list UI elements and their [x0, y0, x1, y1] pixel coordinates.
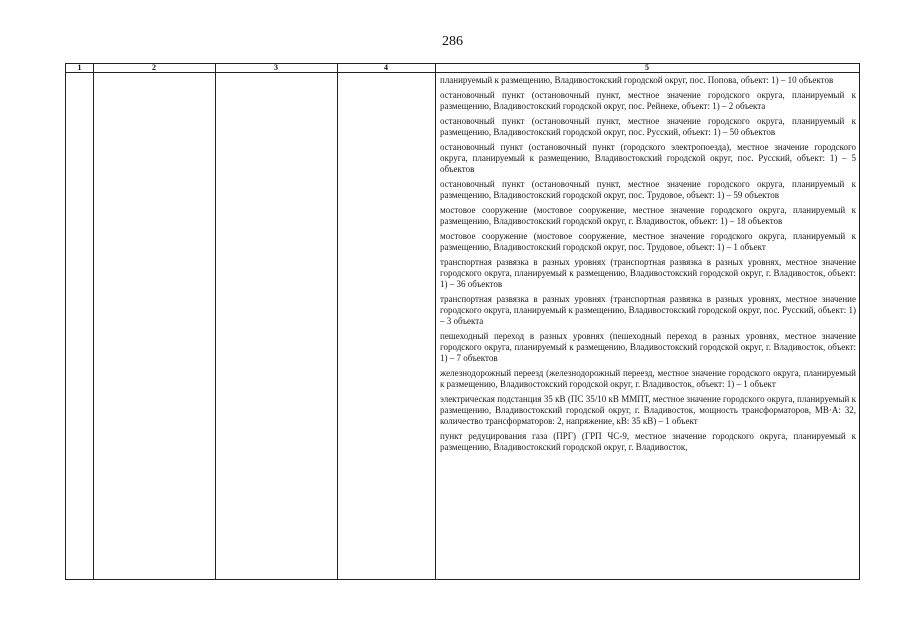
- table-entry: пешеходный переход в разных уровнях (пешеходный переход в разных уровнях, местное значение городского округа, планируемый к размещению, Владивостокский городской округ, г. Владивосток, объект: 1) – 7 объектов: [440, 331, 856, 363]
- column-divider: [93, 64, 94, 579]
- column-divider: [435, 64, 436, 579]
- column-divider: [337, 64, 338, 579]
- header-col-3: 3: [274, 63, 278, 72]
- table-entry: остановочный пункт (остановочный пункт (городского электропоезда), местное значение городского округа, планируемый к размещению, Владивостокский городской округ, пос. Русский, объект: 1) – 5 объектов: [440, 142, 856, 174]
- header-col-4: 4: [384, 63, 388, 72]
- column-5-content: [440, 75, 856, 453]
- table-entry: транспортная развязка в разных уровнях (транспортная развязка в разных уровнях, местное значение городского округа, планируемый к размещению, Владивостокский городской округ, г. Владивосток, объект: 1) – 36 объектов: [440, 257, 856, 289]
- table-entry: транспортная развязка в разных уровнях (транспортная развязка в разных уровнях, местное значение городского округа, планируемый к размещению, Владивостокский городской округ, пос. Русский, объект: 1) – 3 объекта: [440, 294, 856, 326]
- table-entry: планируемый к размещению, Владивостокский городской округ, пос. Попова, объект: 1) – 10 объектов: [440, 75, 834, 85]
- header-col-2: 2: [152, 63, 156, 72]
- table-entry: железнодорожный переезд (железнодорожный переезд, местное значение городского округа, планируемый к размещению, Владивостокский городской округ, г. Владивосток, объект: 1) – 1 объект: [440, 368, 856, 389]
- table-entry: остановочный пункт (остановочный пункт, местное значение городского округа, планируемый к размещению, Владивостокский городской округ, пос. Трудовое, объект: 1) – 59 объектов: [440, 179, 856, 200]
- column-divider: [215, 64, 216, 579]
- table-entry: остановочный пункт (остановочный пункт, местное значение городского округа, планируемый к размещению, Владивостокский городской округ, пос. Рейнеке, объект: 1) – 2 объекта: [440, 90, 856, 111]
- table-entry: остановочный пункт (остановочный пункт, местное значение городского округа, планируемый к размещению, Владивостокский городской округ, пос. Русский, объект: 1) – 50 объектов: [440, 116, 856, 137]
- table-entry: мостовое сооружение (мостовое сооружение, местное значение городского округа, планируемый к размещению, Владивостокский городской округ, пос. Трудовое, объект: 1) – 1 объект: [440, 231, 856, 252]
- table-header-row: [66, 64, 859, 73]
- document-table: [65, 63, 860, 580]
- header-col-5: 5: [645, 63, 649, 72]
- table-entry: пункт редуцирования газа (ПРГ) (ГРП ЧС-9, местное значение городского округа, планируемый к размещению, Владивостокский городской округ, г. Владивосток,: [440, 431, 856, 452]
- header-col-1: 1: [77, 63, 82, 72]
- table-entry: электрическая подстанция 35 кВ (ПС 35/10 кВ ММПТ, местное значение городского округа, планируемый к размещению, Владивостокский городской округ, г. Владивосток, мощность трансформаторов, МВ·А: 32, количество трансформаторов: 2, напряжение, кВ: 35 кВ) – 1 объект: [440, 394, 856, 426]
- page-number: 286: [442, 34, 463, 49]
- table-entry: мостовое сооружение (мостовое сооружение, местное значение городского округа, планируемый к размещению, Владивостокский городской округ, г. Владивосток, объект: 1) – 18 объектов: [440, 205, 856, 226]
